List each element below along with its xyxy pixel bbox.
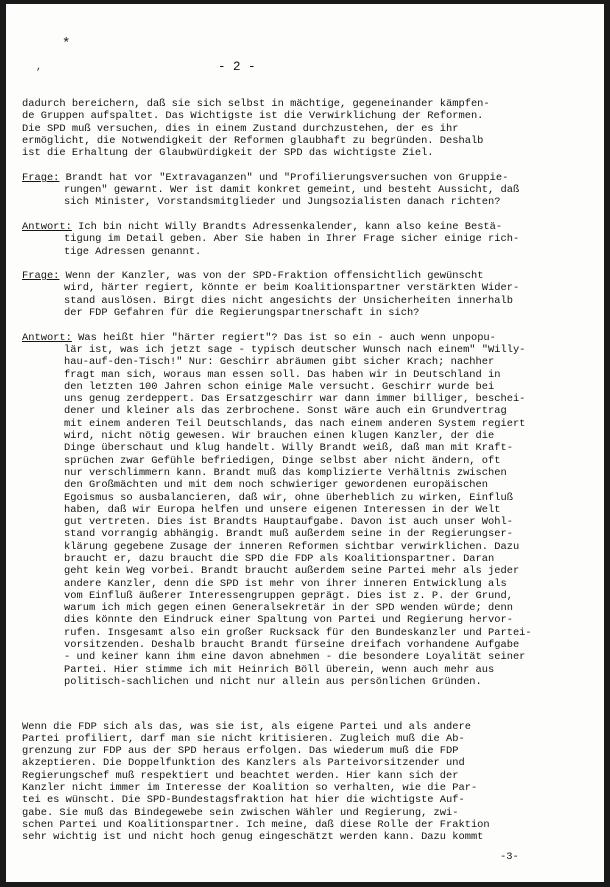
speaker-label: Frage: <box>22 270 60 283</box>
text-line: sich Minister, Vorstandsmitglieder und Jungsozialisten danach richten? <box>64 196 501 209</box>
paragraph-first-line <box>22 721 590 733</box>
text-line: rungen" gewarnt. Wer ist damit konkret gemeint, und besteht Aussicht, daß <box>64 184 520 197</box>
text-line: Dinge überschaut und klug handelt. Willy Brandt weiß, daß man mit Kraft- <box>64 442 513 455</box>
text-line: nur verschlimmern kann. Brandt muß das komplizierte Verhältnis zwischen <box>64 466 507 479</box>
text-line: der FDP Gefahren für die Regierungspartnerschaft in sich? <box>64 307 420 320</box>
text-line: dies könnte den Eindruck einer Spaltung von Partei und Regierung hervor- <box>64 614 513 627</box>
text-line: wird, nicht nötig gewesen. Wir brauchen einen klugen Kanzler, der die <box>64 430 495 443</box>
text-line: akzeptieren. Die Doppelfunktion des Kanzlers als Parteivorsitzender und <box>22 757 465 770</box>
text-line: braucht er, dazu braucht die SPD die FDP als Koalitionspartner. Daran <box>64 552 495 565</box>
text-line: gabe. Sie muß das Bindegewebe sein zwischen Wähler und Regierung, zwi- <box>22 806 459 819</box>
text-line: dener und kleiner als das zerbrochene. Sonst wäre auch ein Grundvertrag <box>64 405 507 418</box>
text-line: Partei. Hier stimme ich mit Heinrich Böll überein, wenn auch mehr aus <box>64 663 495 676</box>
text-line: grenzung zur FDP aus der SPD heraus erfolgen. Das wiederum muß die FDP <box>22 745 459 758</box>
line-text: Wenn die FDP sich als das, was sie ist, als eigene Partei und als andere <box>22 720 471 733</box>
text-line: Egoismus so ausbalancieren, daß wir, ohne überheblich zu wirken, Einfluß <box>64 491 513 504</box>
text-line: den Großmächten und mit dem noch schwieriger gewordenen europäischen <box>64 479 489 492</box>
text-line: tige Adressen genannt. <box>64 245 202 258</box>
line-text: Brandt hat vor "Extravaganzen" und "Profilierungsversuchen von Gruppie- <box>59 171 509 184</box>
paragraph-first-line <box>22 332 590 344</box>
speaker-label: Frage: <box>22 171 60 184</box>
text-line: den letzten 100 Jahren schon einige Male versucht. Geschirr wurde bei <box>64 380 495 393</box>
line-text: Ich bin nicht Willy Brandts Adressenkalender, kann also keine Bestä- <box>71 220 503 233</box>
text-line: vom Einfluß äußerer Interessengruppen geprägt. Dies ist z. P. der Grund, <box>64 589 513 602</box>
paragraph <box>22 221 590 258</box>
text-line: wird, härter regiert, könnte er beim Koalitionspartner verstärkten Wider- <box>64 282 520 295</box>
margin-tick: , <box>36 62 43 73</box>
next-page-marker: -3- <box>500 851 519 863</box>
text-line: Kanzler nicht immer im Interesse der Koalition so verhalten, wie die Par- <box>22 782 478 795</box>
text-line: - und keiner kann ihm eine davon abnehmen - die besondere Loyalität seiner <box>64 651 526 664</box>
handwritten-mark: * <box>62 36 71 52</box>
paragraph <box>22 172 590 209</box>
paragraph <box>22 270 590 319</box>
speaker-label: Antwort: <box>22 331 72 344</box>
paragraph-first-line <box>22 98 590 110</box>
text-line: schen Partei und Koalitionspartner. Ich meine, daß diese Rolle der Fraktion <box>22 818 490 831</box>
text-line: lär ist, was ich jetzt sage - typisch deutscher Wunsch nach einem" "Willy- <box>64 343 526 356</box>
page-number: - 2 - <box>218 60 256 74</box>
paragraph-first-line <box>22 270 590 282</box>
document-body <box>22 98 590 856</box>
text-line: tei es wünscht. Die SPD-Bundestagsfraktion hat hier die wichtigste Auf- <box>22 794 465 807</box>
text-line: vorsitzenden. Deshalb braucht Brandt fürseine dreifach vorhandene Aufgabe <box>64 639 520 652</box>
paragraph <box>22 721 590 844</box>
text-line: hau-auf-den-Tisch!" Nur: Geschirr abräumen gibt sicher Krach; nachher <box>64 356 495 369</box>
text-line: politisch-sachlichen und nicht nur allein aus persönlichen Gründen. <box>64 675 482 688</box>
speaker-label: Antwort: <box>22 220 72 233</box>
text-line: sehr wichtig ist und nicht hoch genug eingeschätzt werden kann. Dazu kommt <box>22 831 484 844</box>
text-line: Die SPD muß versuchen, dies in einem Zustand durchzustehen, der es ihr <box>22 122 459 135</box>
text-line: warum ich mich gegen einen Generalsekretär in der SPD wenden würde; denn <box>64 602 513 615</box>
text-line: Regierungschef muß respektiert und beachtet werden. Hier kann sich der <box>22 769 459 782</box>
text-line: stand vorrangig abhängig. Brandt muß außerdem seine in der Regierungser- <box>64 528 513 541</box>
text-line: andere Kanzler, denn die SPD ist mehr von ihrer inneren Entwicklung als <box>64 577 507 590</box>
paragraph-gap <box>22 701 590 721</box>
paragraph-first-line <box>22 221 590 233</box>
text-line: stand auslösen. Birgt dies nicht angesichts der Unsicherheiten innerhalb <box>64 294 513 307</box>
text-line: sprüchen zwar Gefühle befriedigen, Dinge selbst aber nicht ändern, oft <box>64 454 501 467</box>
text-line: de Gruppen aufspaltet. Das Wichtigste ist die Verwirklichung der Reformen. <box>22 110 484 123</box>
line-text: Was heißt hier "härter regiert"? Das ist so ein - auch wenn unpopu- <box>71 331 496 344</box>
text-line: ist die Erhaltung der Glaubwürdigkeit der SPD das wichtigste Ziel. <box>22 147 434 160</box>
text-line: rufen. Insgesamt also ein großer Rucksack für den Bundeskanzler und Partei- <box>64 626 532 639</box>
text-line: fragt man sich, woraus man essen soll. Das haben wir in Deutschland in <box>64 368 501 381</box>
line-text: dadurch bereichern, daß sie sich selbst in mächtige, gegeneinander kämpfen- <box>22 98 490 110</box>
paragraph <box>22 98 590 159</box>
text-line: geht kein Weg vorbei. Brandt braucht außerdem seine Partei mehr als jeder <box>64 565 520 578</box>
text-line: tigung im Detail geben. Aber Sie haben in Ihrer Frage sicher einige rich- <box>64 233 520 246</box>
paragraph <box>22 332 590 689</box>
text-line: gut vertreten. Dies ist Brandts Hauptaufgabe. Davon ist auch unser Wohl- <box>64 516 513 529</box>
text-line: Partei profiliert, darf man sie nicht kritisieren. Zugleich muß die Ab- <box>22 732 465 745</box>
paragraph-first-line <box>22 172 590 184</box>
text-line: uns genug zerdeppert. Das Ersatzgeschirr war dann immer billiger, beschei- <box>64 393 526 406</box>
document-page <box>6 4 604 882</box>
text-line: haben, daß wir Europa helfen und unsere eigenen Interessen in der Welt <box>64 503 501 516</box>
text-line: klärung gegebene Zusage der inneren Reformen sichtbar verwirklichen. Dazu <box>64 540 520 553</box>
text-line: ermöglicht, die Notwendigkeit der Reformen glaubhaft zu begründen. Deshalb <box>22 134 484 147</box>
line-text: Wenn der Kanzler, was von der SPD-Fraktion offensichtlich gewünscht <box>59 270 484 283</box>
text-line: mit einem anderen Teil Deutschlands, das nach einem anderen System regiert <box>64 417 526 430</box>
